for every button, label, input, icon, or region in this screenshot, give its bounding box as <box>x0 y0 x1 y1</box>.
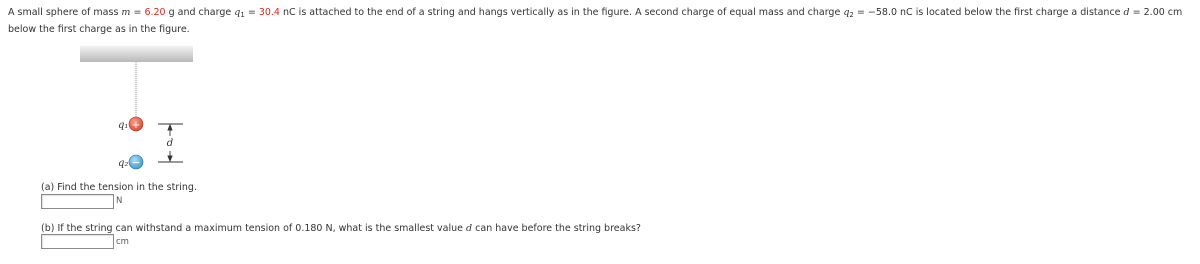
tension-answer-input[interactable] <box>41 194 114 209</box>
q1-label: q₁ <box>118 120 129 131</box>
charge-q2-value: = −58.0 nC is located below the first charge a distance <box>853 7 1124 18</box>
part-a-question: (a) Find the tension in the string. <box>41 182 197 193</box>
plus-sign: + <box>131 120 141 131</box>
mass-value: 6.20 <box>144 7 166 18</box>
distance-symbol: d <box>1123 7 1130 18</box>
part-a-unit: N <box>116 196 123 206</box>
mass-symbol: m <box>121 7 131 18</box>
ceiling <box>80 46 193 62</box>
q2-label: q₂ <box>118 158 129 169</box>
distance-answer-input[interactable] <box>41 234 114 249</box>
charges-figure <box>70 44 220 174</box>
charge-q1-value: 30.4 <box>258 7 280 18</box>
part-b-unit: cm <box>116 237 129 247</box>
minus-sign: − <box>131 156 141 169</box>
d-label: d <box>166 138 174 149</box>
problem-statement: A small sphere of mass m = 6.20 g and charge $q_1 = 30.4$ nC is attached to the end of a string and hangs vertically as in the figure. A second charge of equal mass and charge $q_2 = -58.0$ nC is located below the first charge a distance d = 2.00 cm below the first charge as in the figure. <box>8 7 1183 35</box>
part-b-question: (b) If the string can withstand a maximum tension of 0.180 N, what is the smallest value d can have before the string breaks? <box>41 223 641 234</box>
